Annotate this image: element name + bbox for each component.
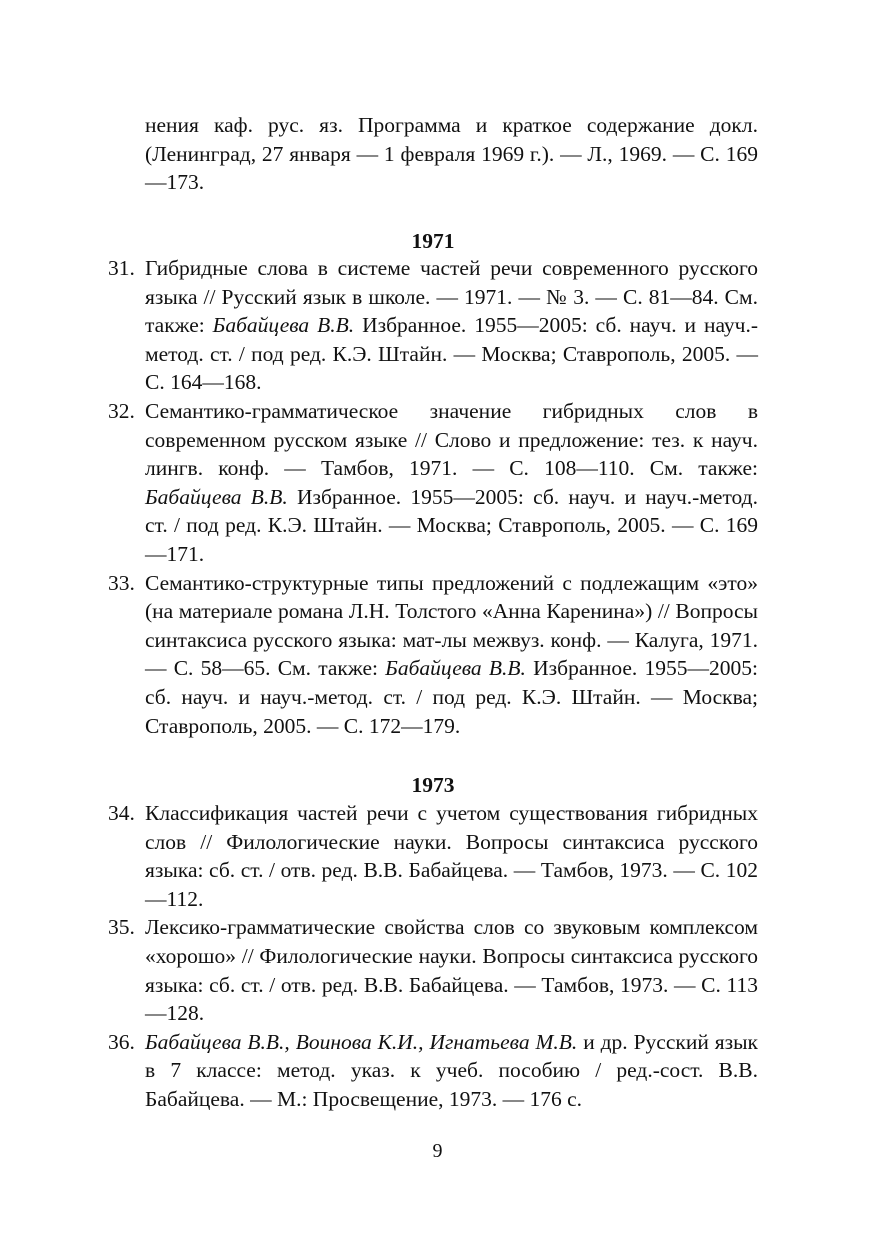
author-name-italic: Бабайцева В.В. bbox=[145, 484, 288, 509]
bibliography-entry-33 bbox=[108, 569, 758, 741]
year-heading-1973: 1973 bbox=[411, 773, 455, 797]
page-number: 9 bbox=[432, 1140, 443, 1162]
entry-number: 32. bbox=[108, 398, 135, 423]
bibliography-entry-35 bbox=[108, 913, 758, 1027]
bibliography-entry-31 bbox=[108, 254, 758, 397]
entry-number: 31. bbox=[108, 256, 135, 280]
entry-text bbox=[145, 397, 758, 569]
entries-1971 bbox=[108, 254, 758, 740]
entry-text bbox=[145, 569, 758, 741]
continuation-paragraph: нения каф. рус. яз. Программа и краткое содержание докл. (Ленинград, 27 января — 1 февраля 1969 г.). — Л., 1969. — С. 169—173. bbox=[145, 113, 758, 195]
entry-text-part: Избранное. 1955—2005: сб. науч. и науч.-метод. ст. / под ред. К.Э. Штайн. — Москва; Ставрополь, 2005. — С. 164—168. bbox=[145, 313, 758, 395]
entry-text bbox=[145, 1028, 758, 1114]
author-names-italic: Бабайцева В.В., Воинова К.И., Игнатьева М.В. bbox=[145, 1029, 578, 1054]
entry-number: 36. bbox=[108, 1029, 135, 1054]
entry-text-part: Гибридные слова в системе частей речи современного русского языка // Русский язык в школе. — 1971. — № 3. — С. 81—84. См. также: bbox=[145, 256, 758, 338]
entry-text-part: Классификация частей речи с учетом существования гибридных слов // Филологические науки. Вопросы синтаксиса русского языка: сб. ст. / отв. ред. В.В. Бабайцева. — Тамбов, 1973. — С. 102—112. bbox=[145, 801, 758, 911]
author-name-italic: Бабайцева В.В. bbox=[385, 656, 526, 681]
entry-number: 35. bbox=[108, 915, 135, 940]
entry-text bbox=[145, 913, 758, 1027]
bibliography-entry-36 bbox=[108, 1028, 758, 1114]
entry-text-part: Семантико-грамматическое значение гибридных слов в современном русском языке // Слово и предложение: тез. к науч. лингв. конф. — Тамбов, 1971. — С. 108—110. См. также: bbox=[145, 398, 758, 481]
bibliography-entry-34 bbox=[108, 799, 758, 913]
author-name-italic: Бабайцева В.В. bbox=[212, 313, 355, 338]
year-heading-1971: 1971 bbox=[411, 229, 455, 253]
entries-1973 bbox=[108, 799, 758, 1114]
entry-text-part: Избранное. 1955—2005: сб. науч. и науч.-метод. ст. / под ред. К.Э. Штайн. — Москва; Ставрополь, 2005. — С. 172—179. bbox=[145, 656, 758, 738]
bibliography-entry-32 bbox=[108, 397, 758, 569]
entry-text bbox=[145, 799, 758, 913]
entry-text-part: Семантико-структурные типы предложений с подлежащим «это» (на материале романа Л.Н. Толстого «Анна Каренина») // Вопросы синтаксиса русского языка: мат-лы межвуз. конф. — Калуга, 1971. — С. 58—65. См. также: bbox=[145, 570, 758, 681]
entry-text-part: Лексико-грамматические свойства слов со звуковым комплексом «хорошо» // Филологические науки. Вопросы синтаксиса русского языка: сб. ст. / отв. ред. В.В. Бабайцева. — Тамбов, 1973. — С. 113—128. bbox=[145, 915, 758, 1026]
entry-text-part: и др. Русский язык в 7 классе: метод. указ. к учеб. пособию / ред.-сост. В.В. Бабайцева. — М.: Просвещение, 1973. — 176 с. bbox=[145, 1029, 759, 1111]
entry-text bbox=[145, 254, 758, 397]
entry-number: 33. bbox=[108, 570, 135, 595]
entry-text-part: Избранное. 1955—2005: сб. науч. и науч.-метод. ст. / под ред. К.Э. Штайн. — Москва; Ставрополь, 2005. — С. 169—171. bbox=[145, 484, 758, 566]
entry-number: 34. bbox=[108, 801, 135, 825]
